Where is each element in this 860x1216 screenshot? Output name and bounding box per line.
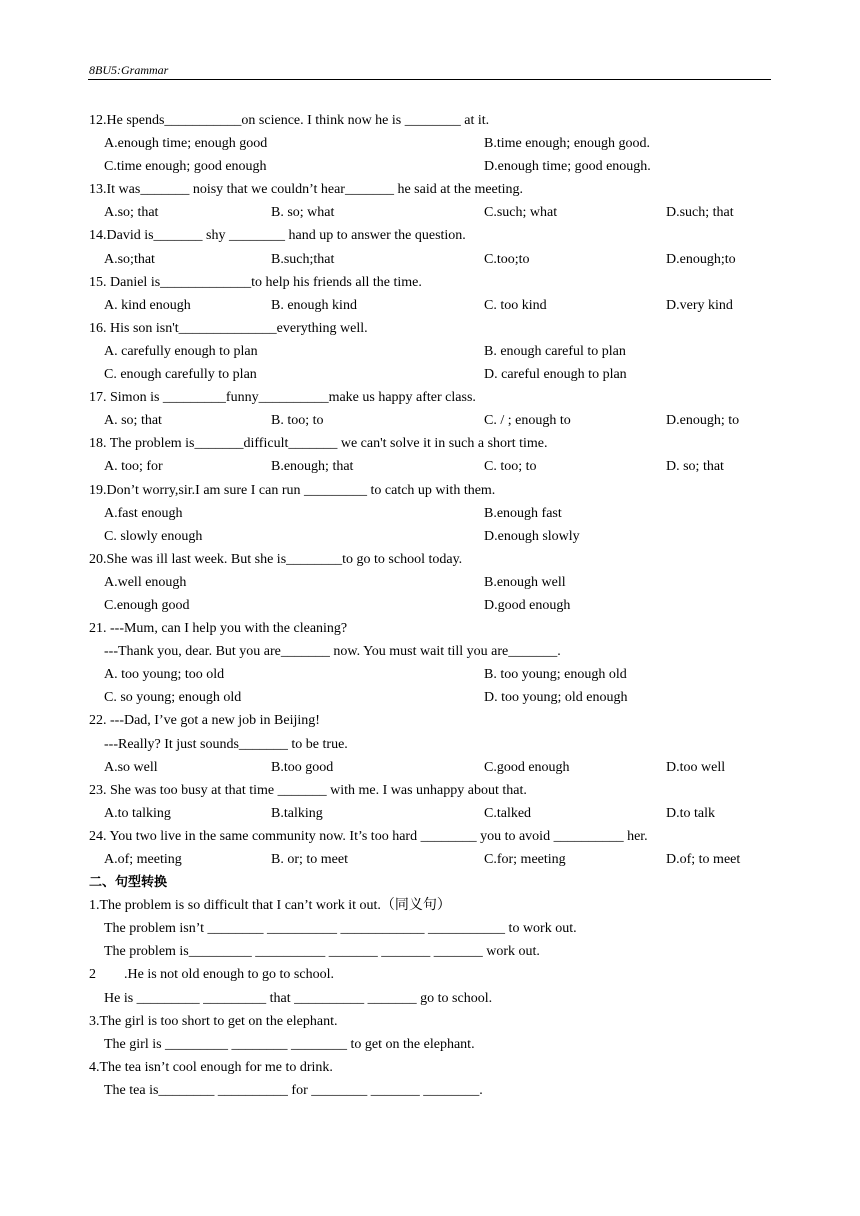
option-d: D.enough;to <box>666 251 736 267</box>
question-stem: 12.He spends___________on science. I think now he is ________ at it. <box>89 113 490 128</box>
rewrite-answer-line: The girl is _________ ________ ________ to get on the elephant. <box>104 1036 475 1052</box>
option-a: A. too; for <box>104 459 163 475</box>
option-c: C. slowly enough <box>104 528 203 544</box>
option-row <box>89 363 771 386</box>
option-row <box>89 132 771 155</box>
question-stem: 22. ---Dad, I’ve got a new job in Beijing! <box>89 713 320 729</box>
option-d: D.of; to meet <box>666 852 741 867</box>
option-d: D. careful enough to plan <box>484 367 627 383</box>
option-row <box>89 525 771 548</box>
page-header: 8BU5:Grammar <box>89 63 169 77</box>
option-d: D.such; that <box>666 205 734 221</box>
option-a: A.fast enough <box>104 505 183 521</box>
rewrite-question: 2 .He is not old enough to go to school. <box>89 967 334 983</box>
option-c: C.talked <box>484 805 532 821</box>
option-a: A. too young; too old <box>104 667 225 683</box>
option-row <box>89 502 771 525</box>
option-row <box>89 455 771 478</box>
rewrite-question: 3.The girl is too short to get on the elephant. <box>89 1013 338 1029</box>
option-c: C.enough good <box>104 597 190 613</box>
question-stem: 18. The problem is_______difficult_______ we can't solve it in such a short time. <box>89 436 548 452</box>
option-d: D. so; that <box>666 459 724 475</box>
question-stem: 13.It was_______ noisy that we couldn’t hear_______ he said at the meeting. <box>89 182 524 198</box>
rewrite-answer-line: The problem is_________ __________ _______ _______ _______ work out. <box>104 944 540 960</box>
option-row <box>89 802 771 825</box>
option-b: B. too young; enough old <box>484 667 627 683</box>
option-row <box>89 155 771 178</box>
option-b: B.too good <box>271 759 334 775</box>
question-stem: 16. His son isn't______________everything well. <box>89 320 368 336</box>
question-stem: 19.Don’t worry,sir.I am sure I can run _________ to catch up with them. <box>89 482 496 498</box>
option-d: D. too young; old enough <box>484 690 628 706</box>
option-b: B. so; what <box>271 205 335 221</box>
rewrite-answer-line: He is _________ _________ that __________ _______ go to school. <box>104 990 493 1006</box>
question-stem: 24. You two live in the same community now. It’s too hard ________ you to avoid __________ her. <box>89 828 648 844</box>
option-d: D.enough time; good enough. <box>484 159 651 175</box>
option-b: B.enough; that <box>271 459 354 475</box>
rewrite-answer-line: The tea is________ __________ for ________ _______ ________. <box>104 1082 483 1098</box>
option-a: A. so; that <box>104 413 162 429</box>
question-stem: 17. Simon is _________funny__________make us happy after class. <box>89 390 476 406</box>
option-a: A.so;that <box>104 251 155 267</box>
rewrite-question: 1.The problem is so difficult that I can’t work it out.（同义句） <box>89 898 451 914</box>
option-b: B. enough kind <box>271 297 357 313</box>
option-b: B.such;that <box>271 251 335 267</box>
option-b: B.time enough; enough good. <box>484 136 651 152</box>
option-a: A.enough time; enough good <box>104 136 268 152</box>
option-a: A. kind enough <box>104 297 191 313</box>
option-b: B. or; to meet <box>271 852 348 867</box>
question-stem: 15. Daniel is_____________to help his friends all the time. <box>89 274 422 290</box>
question-stem: 14.David is_______ shy ________ hand up to answer the question. <box>89 228 466 244</box>
option-b: B.talking <box>271 805 323 821</box>
option-a: A. carefully enough to plan <box>104 343 258 359</box>
option-row <box>89 571 771 594</box>
question-stem: 23. She was too busy at that time _______ with me. I was unhappy about that. <box>89 782 527 798</box>
option-row <box>89 686 771 709</box>
option-a: A.so; that <box>104 205 159 221</box>
option-c: C.such; what <box>484 205 558 221</box>
question-stem-continued: ---Thank you, dear. But you are_______ now. You must wait till you are_______. <box>104 644 561 660</box>
option-b: B. too; to <box>271 413 324 429</box>
option-b: B. enough careful to plan <box>484 343 626 359</box>
option-c: C. too; to <box>484 459 537 475</box>
worksheet-content <box>89 109 771 1102</box>
option-d: D.very kind <box>666 297 733 313</box>
option-d: D.good enough <box>484 597 571 613</box>
option-row <box>89 756 771 779</box>
option-row <box>89 409 771 432</box>
option-a: A.to talking <box>104 805 171 821</box>
option-row <box>89 294 771 317</box>
option-a: A.well enough <box>104 574 187 590</box>
option-d: D.to talk <box>666 805 715 821</box>
option-row <box>89 248 771 271</box>
header-divider <box>88 79 771 80</box>
option-row <box>89 594 771 617</box>
option-b: B.enough well <box>484 574 566 590</box>
option-c: C. too kind <box>484 297 547 313</box>
option-c: C.for; meeting <box>484 852 566 867</box>
option-c: C. / ; enough to <box>484 413 571 429</box>
question-stem: 21. ---Mum, can I help you with the cleaning? <box>89 621 348 637</box>
option-b: B.enough fast <box>484 505 562 521</box>
option-row <box>89 663 771 686</box>
option-c: C.good enough <box>484 759 570 775</box>
rewrite-answer-line: The problem isn’t ________ __________ ____________ ___________ to work out. <box>104 921 577 937</box>
option-c: C. enough carefully to plan <box>104 367 257 383</box>
question-stem: 20.She was ill last week. But she is________to go to school today. <box>89 551 463 567</box>
option-d: D.enough; to <box>666 413 740 429</box>
option-row <box>89 848 771 871</box>
option-a: A.so well <box>104 759 158 775</box>
rewrite-question: 4.The tea isn’t cool enough for me to drink. <box>89 1059 333 1075</box>
option-c: C. so young; enough old <box>104 690 242 706</box>
option-row <box>89 201 771 224</box>
option-c: C.too;to <box>484 251 530 267</box>
section-title: 二、句型转换 <box>89 875 168 891</box>
option-d: D.too well <box>666 759 726 775</box>
option-a: A.of; meeting <box>104 852 182 867</box>
question-stem-continued: ---Really? It just sounds_______ to be true. <box>104 736 348 752</box>
option-row <box>89 340 771 363</box>
option-c: C.time enough; good enough <box>104 159 267 175</box>
option-d: D.enough slowly <box>484 528 580 544</box>
